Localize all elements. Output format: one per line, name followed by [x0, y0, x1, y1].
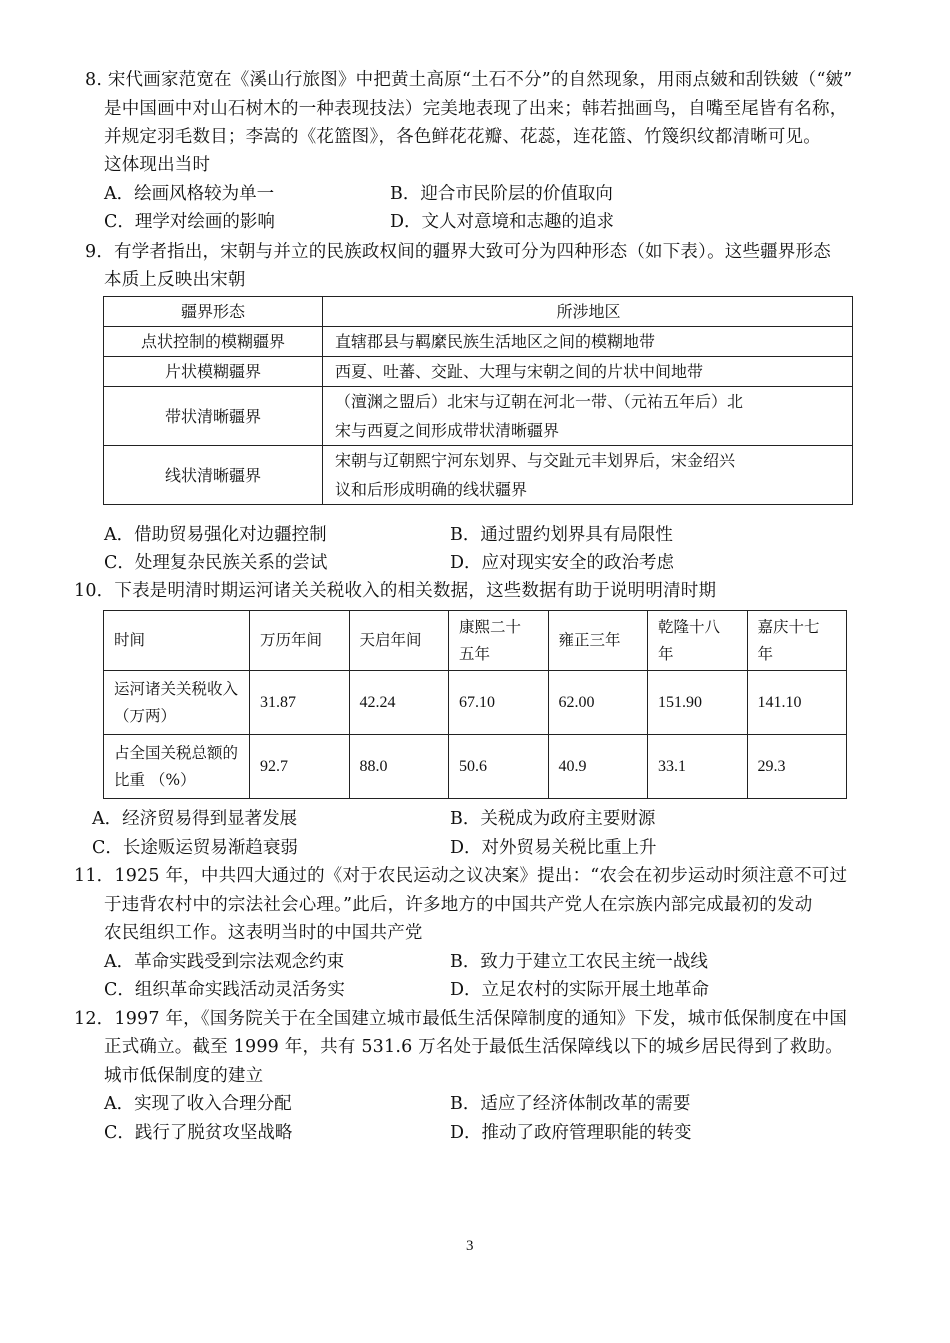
q10-option-d: D．对外贸易关税比重上升	[450, 838, 657, 858]
period-label: 嘉庆十七	[757, 617, 820, 636]
q9-line-1: 9．有学者指出，宋朝与并立的民族政权间的疆界大致可分为四种形态（如下表）。这些疆界形态	[85, 242, 831, 262]
q8-line-1: 8. 宋代画家范宽在《溪山行旅图》中把黄土高原“土石不分”的自然现象，用雨点皴和刮铁皴（“皴”	[85, 70, 853, 90]
table-header-cell: 疆界形态	[104, 297, 323, 327]
q11-line-3: 农民组织工作。这表明当时的中国共产党	[104, 923, 423, 943]
row-label-line: （万两）	[114, 706, 177, 725]
area-line: 宋与西夏之间形成带状清晰疆界	[335, 421, 560, 440]
table-header-cell	[548, 611, 648, 671]
table-cell: 151.90	[648, 671, 748, 735]
q8-option-b: B．迎合市民阶层的价值取向	[390, 184, 613, 204]
period-label: 雍正三年	[558, 631, 621, 649]
q8-option-c: C．理学对绘画的影响	[104, 212, 275, 232]
period-label: 天启年间	[359, 631, 422, 649]
table-cell: 29.3	[747, 735, 847, 799]
table-header-cell	[250, 611, 350, 671]
q12-option-d: D．推动了政府管理职能的转变	[450, 1123, 692, 1143]
table-row	[104, 671, 847, 735]
table-cell: 92.7	[250, 735, 350, 799]
q12-line-3: 城市低保制度的建立	[104, 1066, 264, 1086]
row-label-line: 运河诸关关税收入	[114, 679, 239, 698]
table-row	[104, 327, 853, 357]
q11-option-d: D．立足农村的实际开展土地革命	[450, 980, 710, 1000]
page-number: 3	[466, 1238, 474, 1254]
border-forms-table	[103, 296, 853, 505]
table-cell: 31.87	[250, 671, 350, 735]
q11-line-2: 于违背农村中的宗法社会心理。”此后，许多地方的中国共产党人在宗族内部完成最初的发动	[104, 895, 813, 915]
q9-line-2: 本质上反映出宋朝	[104, 270, 246, 290]
q12-option-c: C．践行了脱贫攻坚战略	[104, 1123, 293, 1143]
q12-line-2: 正式确立。截至 1999 年，共有 531.6 万名处于最低生活保障线以下的城乡居民得到了救助。	[104, 1037, 843, 1057]
table-cell: 40.9	[548, 735, 648, 799]
period-label: 五年	[459, 644, 491, 663]
table-cell: 141.10	[747, 671, 847, 735]
q10-line-1: 10．下表是明清时期运河诸关关税收入的相关数据，这些数据有助于说明明清时期	[74, 581, 717, 601]
area-line: 宋朝与辽朝熙宁河东划界、与交趾元丰划界后，宋金绍兴	[335, 451, 736, 470]
q10-option-b: B．关税成为政府主要财源	[450, 809, 656, 829]
q8-line-2: 是中国画中对山石树木的一种表现技法）完美地表现了出来；韩若拙画鸟，自嘴至尾皆有名称，	[104, 99, 848, 119]
q9-option-b: B．通过盟约划界具有局限性	[450, 525, 673, 545]
table-cell-form: 线状清晰疆界	[104, 446, 323, 505]
table-header-cell: 时间	[104, 611, 250, 671]
q10-option-c: C．长途贩运贸易渐趋衰弱	[92, 838, 298, 858]
table-cell-area: 直辖郡县与羁縻民族生活地区之间的模糊地带	[323, 327, 853, 357]
table-row	[104, 446, 853, 505]
period-label: 年	[757, 644, 774, 663]
q8-line-4: 这体现出当时	[104, 155, 211, 175]
table-row	[104, 357, 853, 387]
table-cell-form: 片状模糊疆界	[104, 357, 323, 387]
table-header-cell: 所涉地区	[323, 297, 853, 327]
table-header-cell	[648, 611, 748, 671]
table-header-row	[104, 297, 853, 327]
q8-line-3: 并规定羽毛数目；李嵩的《花篮图》，各色鲜花花瓣、花蕊，连花篮、竹篾织纹都清晰可见。	[104, 127, 821, 147]
table-cell: 67.10	[449, 671, 549, 735]
q11-option-c: C．组织革命实践活动灵活务实	[104, 980, 345, 1000]
table-cell: 88.0	[349, 735, 449, 799]
period-label: 万历年间	[260, 631, 323, 649]
table-cell-form: 点状控制的模糊疆界	[104, 327, 323, 357]
table-header-row	[104, 611, 847, 671]
area-line: （澶渊之盟后）北宋与辽朝在河北一带、（元祐五年后）北	[335, 392, 744, 411]
table-header-cell	[449, 611, 549, 671]
area-line: 议和后形成明确的线状疆界	[335, 480, 528, 499]
q11-line-1: 11．1925 年，中共四大通过的《对于农民运动之议决案》提出：“农会在初步运动时须注意不可过	[74, 866, 848, 886]
row-label	[104, 671, 250, 735]
q11-option-a: A．革命实践受到宗法观念约束	[104, 952, 345, 972]
q9-option-a: A．借助贸易强化对边疆控制	[104, 525, 327, 545]
row-label-line: 占全国关税总额的	[114, 743, 239, 762]
table-header-cell	[349, 611, 449, 671]
q9-option-d: D．应对现实安全的政治考虑	[450, 553, 675, 573]
table-row	[104, 735, 847, 799]
period-label: 年	[658, 644, 674, 663]
row-label	[104, 735, 250, 799]
table-cell-area	[323, 446, 853, 505]
period-label: 乾隆十八	[658, 617, 721, 636]
q12-option-b: B．适应了经济体制改革的需要	[450, 1094, 691, 1114]
q8-option-d: D．文人对意境和志趣的追求	[390, 212, 615, 232]
table-cell: 50.6	[449, 735, 549, 799]
q11-option-b: B．致力于建立工农民主统一战线	[450, 952, 708, 972]
table-cell: 62.00	[548, 671, 648, 735]
table-cell-form: 带状清晰疆界	[104, 387, 323, 446]
q8-option-a: A．绘画风格较为单一	[104, 184, 275, 204]
table-row	[104, 387, 853, 446]
q10-option-a: A．经济贸易得到显著发展	[92, 809, 298, 829]
row-label-line: 比重 （%）	[114, 770, 196, 789]
table-header-cell	[747, 611, 847, 671]
q12-option-a: A．实现了收入合理分配	[104, 1094, 292, 1114]
q9-option-c: C．处理复杂民族关系的尝试	[104, 553, 328, 573]
table-cell: 33.1	[648, 735, 748, 799]
table-cell-area: 西夏、吐蕃、交趾、大理与宋朝之间的片状中间地带	[323, 357, 853, 387]
canal-customs-table	[103, 610, 847, 799]
q12-line-1: 12．1997 年，《国务院关于在全国建立城市最低生活保障制度的通知》下发，城市低保制度在中国	[74, 1009, 848, 1029]
period-label: 康熙二十	[459, 617, 522, 636]
table-cell: 42.24	[349, 671, 449, 735]
table-cell-area	[323, 387, 853, 446]
